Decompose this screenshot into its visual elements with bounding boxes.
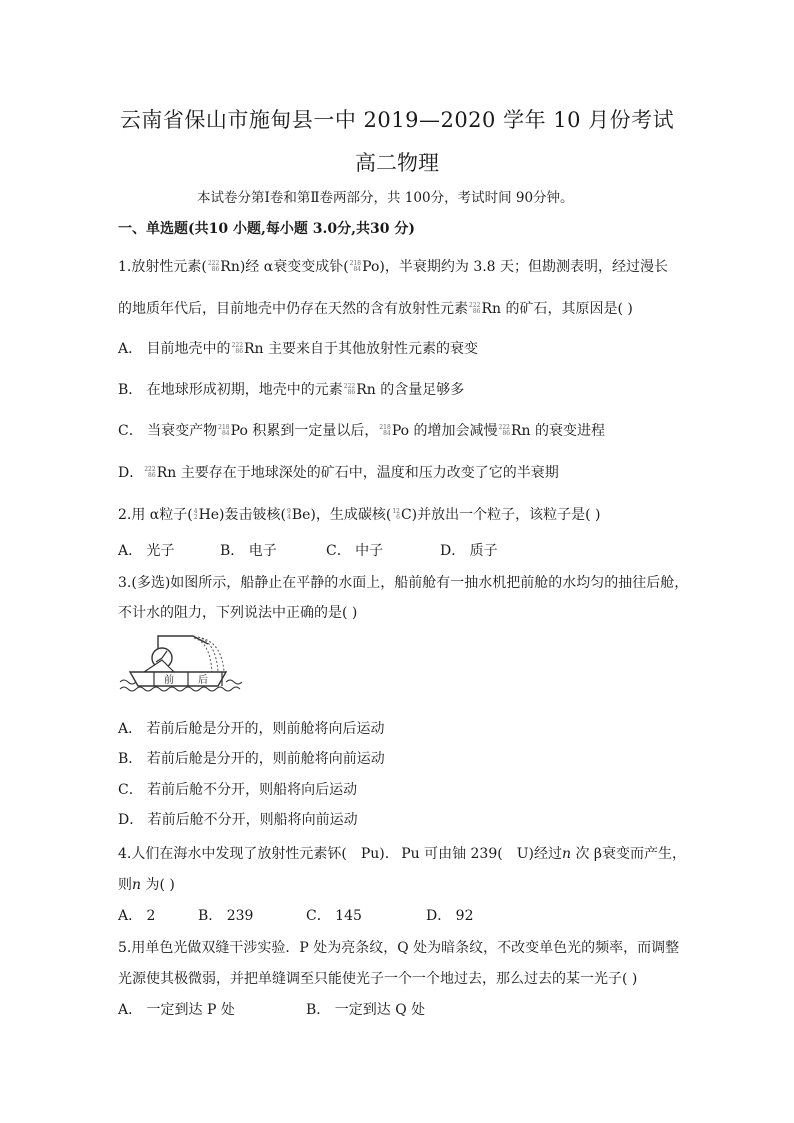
q4-option-c: C． 145	[306, 908, 362, 924]
q3-stem-line2: 不计水的阻力，下列说法中正确的是( )	[118, 605, 358, 621]
q3-option-a: A． 若前后舱是分开的，则前舱将向后运动	[118, 721, 385, 737]
q4-option-a: A． 2	[118, 908, 156, 924]
q4-stem-line1: 4.人们在海水中发现了放射性元素钚( Pu). Pu 可由铀 239( U)经过n 次 β衰变而产生，	[118, 846, 687, 862]
rn-isotope: 222 86	[207, 260, 220, 273]
exam-title: 云南省保山市施甸县一中 2019—2020 学年 10 月份考试	[119, 108, 675, 132]
q5-stem-line2: 光源使其极微弱，并把单缝调至只能使光子一个一个地过去，那么过去的某一光子( )	[118, 971, 638, 987]
q4-option-d: D． 92	[426, 908, 474, 924]
q2-options	[118, 540, 718, 560]
rn-isotope: 222 86	[144, 466, 156, 479]
q4-option-b: B． 239	[198, 908, 254, 924]
q2-option-d: D． 质子	[440, 543, 498, 559]
back-cabin-label: 后	[198, 675, 208, 686]
rn-isotope: 222 86	[343, 383, 356, 396]
boat-pump-figure	[118, 628, 243, 698]
q5-option-a: A． 一定到达 P 处	[118, 1002, 235, 1018]
q3-option-d: D． 若前后舱不分开，则船将向前运动	[118, 812, 358, 828]
rn-isotope: 222 86	[231, 342, 244, 355]
q3-option-c: C． 若前后舱不分开，则船将向后运动	[118, 782, 358, 798]
q4-stem-line2: 则n 为( )	[118, 877, 175, 893]
rn-isotope: 222 86	[469, 302, 481, 315]
q2-option-a: A． 光子	[118, 543, 175, 559]
q5-option-b: B． 一定到达 Q 处	[306, 1002, 426, 1018]
q5-stem-line1: 5.用单色光做双缝干涉实验．P 处为亮条纹，Q 处为暗条纹，不改变单色光的频率，而调整	[118, 940, 680, 956]
q5-options	[118, 999, 718, 1019]
pu-isotope-image	[390, 848, 400, 860]
q2-option-c: C． 中子	[326, 543, 384, 559]
rn-isotope: 222 86	[498, 424, 510, 437]
pu-isotope-image	[348, 848, 360, 860]
be-isotope: 9 4	[286, 508, 291, 521]
he-isotope: 4 2	[193, 508, 198, 521]
q1-stem-line2: 的地质年代后，目前地壳中仍存在天然的含有放射性元素 222 86 Rn 的矿石，其原因是( )	[118, 301, 633, 317]
q1-option-d: D． 222 86 Rn 主要存在于地球深处的矿石中，温度和压力改变了它的半衰期	[118, 465, 559, 481]
u-isotope-image	[504, 848, 516, 860]
q1-option-a: A． 目前地壳中的 222 86 Rn 主要来自于其他放射性元素的衰变	[118, 341, 479, 357]
c-isotope: 12 6	[392, 508, 400, 521]
q3-stem-line1: 3.(多选)如图所示，船静止在平静的水面上，船前舱有一抽水机把前舱的水均匀的抽往后舱，	[118, 575, 689, 591]
section-heading: 一、单选题(共10 小题,每小题 3.0分,共30 分)	[118, 221, 415, 237]
front-cabin-label: 前	[164, 675, 174, 686]
q2-stem: 2.用 α粒子( 4 2 He)轰击铍核( 9 4 Be)，生成碳核( 12 6 C)并放出一个粒子，该粒子是( )	[118, 507, 601, 523]
q1-stem-line1: 1.放射性元素( 222 86 Rn)经 α衰变变成钋( 218 84 Po)，半衰期约为 3.8 天；但勘测表明，经过漫长	[118, 259, 669, 275]
q3-option-b: B． 若前后舱是分开的，则前舱将向前运动	[118, 751, 385, 767]
q1-option-b: B． 在地球形成初期，地壳中的元素 222 86 Rn 的含量足够多	[118, 382, 465, 398]
po-isotope: 218 84	[218, 424, 230, 437]
q1-option-c: C． 当衰变产物 218 84 Po 积累到一定量以后， 218 84 Po 的增加会减慢 222 86 Rn 的衰变进程	[118, 423, 606, 439]
q2-option-b: B． 电子	[220, 543, 277, 559]
exam-subtitle: 高二物理	[355, 151, 439, 175]
po-isotope: 218 84	[379, 424, 391, 437]
exam-intro: 本试卷分第Ⅰ卷和第Ⅱ卷两部分，共 100分，考试时间 90分钟。	[197, 190, 574, 206]
q4-options	[118, 905, 718, 925]
po-isotope: 218 84	[349, 260, 362, 273]
